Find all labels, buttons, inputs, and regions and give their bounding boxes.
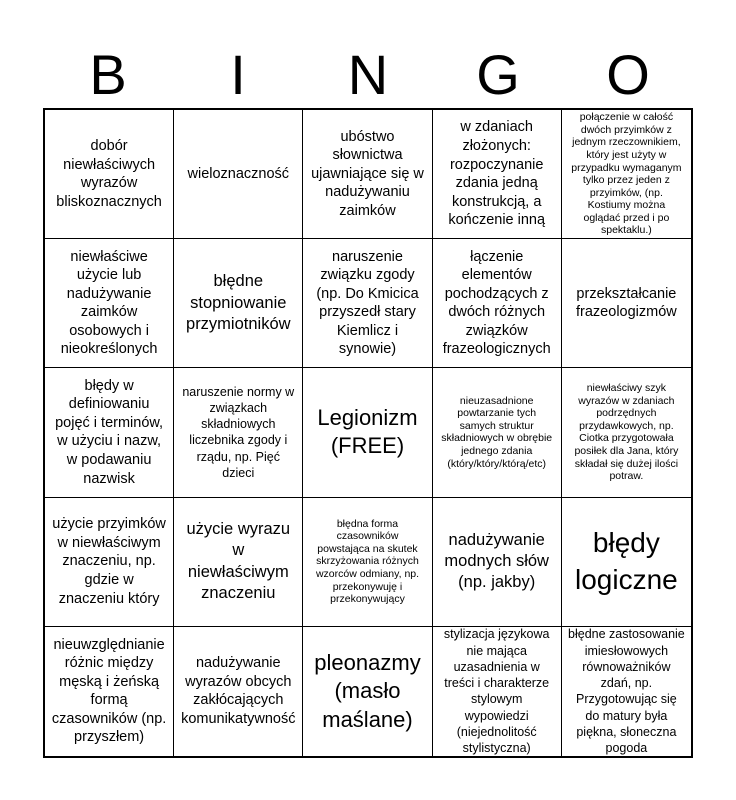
bingo-cell-r4c1[interactable] xyxy=(45,498,174,627)
cell-text: łączenie elementów pochodzących z dwóch różnych związków frazeologicznych xyxy=(442,248,551,358)
bingo-cell-r5c4[interactable] xyxy=(433,627,562,756)
bingo-cell-r2c2[interactable] xyxy=(174,239,303,368)
bingo-cell-r3c4[interactable] xyxy=(433,368,562,497)
bingo-cell-r5c2[interactable] xyxy=(174,627,303,756)
cell-text: Legionizm (FREE) xyxy=(317,404,418,459)
bingo-cell-r1c2[interactable] xyxy=(174,110,303,239)
bingo-cell-r5c3[interactable] xyxy=(303,627,432,756)
cell-text: naruszenie związku zgody (np. Do Kmicica przyszedł stary Kiemlicz i synowie) xyxy=(316,248,419,358)
bingo-cell-r2c5[interactable] xyxy=(562,239,691,368)
cell-text: połączenie w całość dwóch przyimków z jednym rzeczownikiem, który jest użyty w przypadku wymaganym tylko przez jeden z przyimków, (np. Kostiumy można oglądać przed i po spektaklu.) xyxy=(571,111,682,237)
cell-text: ubóstwo słownictwa ujawniające się w nadużywaniu zaimków xyxy=(311,128,424,219)
bingo-header xyxy=(43,42,693,108)
cell-text: błędy logiczne xyxy=(575,527,678,595)
bingo-cell-r1c3[interactable] xyxy=(303,110,432,239)
cell-text: błędne zastosowanie imiesłowowych równoważników zdań, np. Przygotowując się do matury była piękna, słoneczna pogoda xyxy=(568,627,685,756)
cell-text: dobór niewłaściwych wyrazów bliskoznacznych xyxy=(56,138,162,210)
cell-text: przekształcanie frazeologizmów xyxy=(576,285,677,321)
cell-text: błędna forma czasowników powstająca na skutek skrzyżowania różnych wzorców odmiany, np. przekonywuję i przekonywujący xyxy=(315,517,420,606)
cell-text: nadużywanie modnych słów (np. jakby) xyxy=(444,530,549,592)
bingo-cell-r4c4[interactable] xyxy=(433,498,562,627)
bingo-cell-r2c3[interactable] xyxy=(303,239,432,368)
cell-text: błędy w definiowaniu pojęć i terminów, w użyciu i nazw, w podawaniu nazwisk xyxy=(55,377,164,487)
cell-text: wieloznaczność xyxy=(187,165,290,182)
bingo-card-grid xyxy=(43,108,693,758)
cell-text: użycie wyrazu w niewłaściwym znaczeniu xyxy=(186,519,291,603)
cell-text: niewłaściwe użycie lub nadużywanie zaimków osobowych i nieokreślonych xyxy=(60,248,158,358)
bingo-cell-r3c1[interactable] xyxy=(45,368,174,497)
header-letter-n: N xyxy=(347,43,389,106)
cell-text: użycie przyimków w niewłaściwym znaczeniu, np. gdzie w znaczeniu który xyxy=(52,516,166,607)
bingo-cell-r4c3[interactable] xyxy=(303,498,432,627)
bingo-cell-r1c1[interactable] xyxy=(45,110,174,239)
header-letter-b: B xyxy=(89,43,127,106)
cell-text: nieuzasadnione powtarzanie tych samych struktur składniowych w obrębie jednego zdania (który/który/którą/etc) xyxy=(441,394,553,470)
header-letter-g: G xyxy=(476,43,520,106)
cell-text: w zdaniach złożonych: rozpoczynanie zdania jedną konstrukcją, a kończenie inną xyxy=(448,119,546,229)
bingo-cell-r5c1[interactable] xyxy=(45,627,174,756)
bingo-cell-r1c4[interactable] xyxy=(433,110,562,239)
cell-text: naruszenie normy w związkach składniowych liczebnika zgody i rządu, np. Pięć dzieci xyxy=(182,384,295,480)
bingo-cell-r4c2[interactable] xyxy=(174,498,303,627)
header-letter-o: O xyxy=(606,43,650,106)
cell-text: niewłaściwy szyk wyrazów w zdaniach podrzędnych przydawkowych, np. Ciotka przygotowała posiłek dla Jana, który składał się dużej ilości potraw. xyxy=(574,382,679,483)
bingo-cell-r1c5[interactable] xyxy=(562,110,691,239)
header-letter-i: I xyxy=(230,43,246,106)
cell-text: błędne stopniowanie przymiotników xyxy=(186,272,291,333)
cell-text: nieuwzględnianie różnic między męską i żeńską formą czasowników (np. przyszłem) xyxy=(51,636,167,746)
bingo-cell-r3c2[interactable] xyxy=(174,368,303,497)
bingo-cell-r5c5[interactable] xyxy=(562,627,691,756)
cell-text: pleonazmy (masło maślane) xyxy=(314,649,421,732)
bingo-cell-r2c1[interactable] xyxy=(45,239,174,368)
bingo-cell-free[interactable] xyxy=(303,368,432,497)
bingo-cell-r3c5[interactable] xyxy=(562,368,691,497)
bingo-cell-r4c5[interactable] xyxy=(562,498,691,627)
bingo-cell-r2c4[interactable] xyxy=(433,239,562,368)
cell-text: stylizacja językowa nie mająca uzasadnienia w treści i charakterze stylowym wypowiedzi (niejednolitość stylistyczna) xyxy=(443,627,550,756)
cell-text: nadużywanie wyrazów obcych zakłócających komunikatywność xyxy=(181,655,296,727)
